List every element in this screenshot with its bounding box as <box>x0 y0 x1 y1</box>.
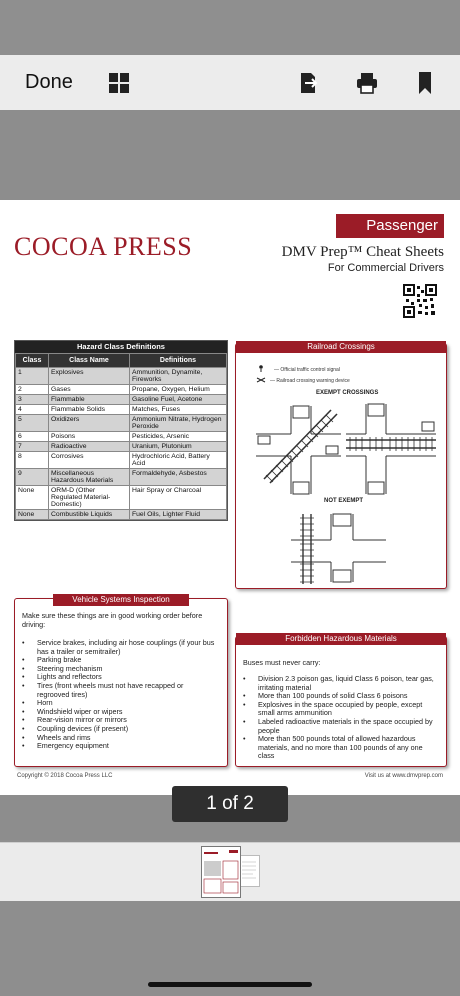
table-cell: Gasoline Fuel, Acetone <box>130 395 227 405</box>
vehicle-checklist <box>17 639 217 751</box>
table-cell: Hydrochloric Acid, Battery Acid <box>130 452 227 469</box>
page-thumbnail-2[interactable] <box>238 855 260 887</box>
legend-signal: — Official traffic control signal <box>274 367 340 373</box>
bookmark-icon[interactable] <box>414 72 436 94</box>
list-item: • Parking brake <box>17 656 217 665</box>
list-item: • More than 500 pounds total of allowed hazardous materials, and no more than 100 pounds of any one class <box>238 735 436 761</box>
table-cell: Oxidizers <box>49 415 130 432</box>
vehicle-inspection-panel <box>14 595 228 767</box>
table-row <box>16 486 227 510</box>
table-cell: Gases <box>49 385 130 395</box>
table-cell: ORM-D (Other Regulated Material-Domestic) <box>49 486 130 510</box>
qr-code-icon <box>403 284 437 318</box>
column-header: Class <box>16 354 49 368</box>
table-cell: 7 <box>16 442 49 452</box>
table-cell: 3 <box>16 395 49 405</box>
table-cell: Combustible Liquids <box>49 510 130 520</box>
table-row <box>16 395 227 405</box>
done-button[interactable]: Done <box>25 71 73 93</box>
thumbnail-strip[interactable] <box>0 842 460 902</box>
not-exempt-label: NOT EXEMPT <box>324 498 364 504</box>
table-cell: None <box>16 486 49 510</box>
table-cell: Miscellaneous Hazardous Materials <box>49 469 130 486</box>
passenger-badge: Passenger <box>336 214 444 238</box>
table-cell: 2 <box>16 385 49 395</box>
table-cell: None <box>16 510 49 520</box>
viewer-background <box>0 110 460 200</box>
share-icon[interactable] <box>298 72 320 94</box>
list-item: • Coupling devices (if present) <box>17 725 217 734</box>
table-row <box>16 405 227 415</box>
table-row <box>16 415 227 432</box>
table-cell: Propane, Oxygen, Helium <box>130 385 227 395</box>
list-item: • Horn <box>17 699 217 708</box>
page-subtitle-secondary: For Commercial Drivers <box>327 262 444 274</box>
table-cell: 5 <box>16 415 49 432</box>
table-cell: 8 <box>16 452 49 469</box>
table-cell: Corrosives <box>49 452 130 469</box>
list-item: • Labeled radioactive materials in the space occupied by people <box>238 718 436 735</box>
table-cell: Explosives <box>49 368 130 385</box>
table-cell: Ammonium Nitrate, Hydrogen Peroxide <box>130 415 227 432</box>
page-indicator: 1 of 2 <box>172 786 288 822</box>
table-cell: 4 <box>16 405 49 415</box>
column-header: Definitions <box>130 354 227 368</box>
list-item: • Explosives in the space occupied by people, except small arms ammunition <box>238 701 436 718</box>
list-item: • Tires (front wheels must not have recapped or regrooved tires) <box>17 682 217 699</box>
forbidden-intro-text: Buses must never carry: <box>243 658 321 667</box>
table-cell: Pesticides, Arsenic <box>130 432 227 442</box>
footer-copyright: Copyright © 2018 Cocoa Press LLC <box>17 773 113 779</box>
vehicle-intro-text: Make sure these things are in good working order before driving: <box>22 611 203 629</box>
table-row <box>16 452 227 469</box>
panel-title: Forbidden Hazardous Materials <box>236 633 446 645</box>
grid-icon[interactable] <box>108 72 130 94</box>
list-item: • Windshield wiper or wipers <box>17 708 217 717</box>
panel-title: Vehicle Systems Inspection <box>53 594 189 606</box>
table-cell: Matches, Fuses <box>130 405 227 415</box>
column-header: Class Name <box>49 354 130 368</box>
table-cell: Hair Spray or Charcoal <box>130 486 227 510</box>
hazard-class-table <box>14 340 228 521</box>
footer-website: Visit us at www.dmvprep.com <box>364 773 443 779</box>
table-row <box>16 432 227 442</box>
table-cell: Flammable <box>49 395 130 405</box>
list-item: • Lights and reflectors <box>17 673 217 682</box>
railroad-crossings-panel <box>235 343 447 589</box>
hazard-table-title: Hazard Class Definitions <box>15 341 227 353</box>
page-subtitle: DMV Prep™ Cheat Sheets <box>281 244 444 260</box>
brand-logo-text: COCOA PRESS <box>14 232 193 261</box>
forbidden-materials-panel <box>235 636 447 767</box>
list-item: • Rear-vision mirror or mirrors <box>17 716 217 725</box>
table-cell: Formaldehyde, Asbestos <box>130 469 227 486</box>
table-cell: 6 <box>16 432 49 442</box>
table-row <box>16 442 227 452</box>
table-cell: Radioactive <box>49 442 130 452</box>
table-cell: Ammunition, Dynamite, Fireworks <box>130 368 227 385</box>
exempt-crossings-label: EXEMPT CROSSINGS <box>316 390 379 396</box>
list-item: • Wheels and rims <box>17 734 217 743</box>
table-row <box>16 385 227 395</box>
railroad-crossing-diagram <box>236 344 446 588</box>
table-row <box>16 368 227 385</box>
list-item: • Service brakes, including air hose couplings (if your bus has a trailer or semitrailer) <box>17 639 217 656</box>
page-thumbnail-1[interactable] <box>201 846 241 898</box>
status-bar-area <box>0 0 460 55</box>
print-icon[interactable] <box>356 72 378 94</box>
forbidden-list <box>238 675 436 761</box>
table-row <box>16 469 227 486</box>
list-item: • More than 100 pounds of solid Class 6 poisons <box>238 692 436 701</box>
table-cell: 9 <box>16 469 49 486</box>
table-cell: Fuel Oils, Lighter Fluid <box>130 510 227 520</box>
home-indicator[interactable] <box>148 982 312 987</box>
legend-warning-device: — Railroad crossing warning device <box>270 378 350 384</box>
table-cell: Poisons <box>49 432 130 442</box>
table-row <box>16 510 227 520</box>
list-item: • Division 2.3 poison gas, liquid Class 6 poison, tear gas, irritating material <box>238 675 436 692</box>
list-item: • Steering mechanism <box>17 665 217 674</box>
table-cell: 1 <box>16 368 49 385</box>
document-toolbar <box>0 55 460 111</box>
panel-title: Railroad Crossings <box>236 341 446 353</box>
table-cell: Flammable Solids <box>49 405 130 415</box>
list-item: • Emergency equipment <box>17 742 217 751</box>
table-cell: Uranium, Plutonium <box>130 442 227 452</box>
